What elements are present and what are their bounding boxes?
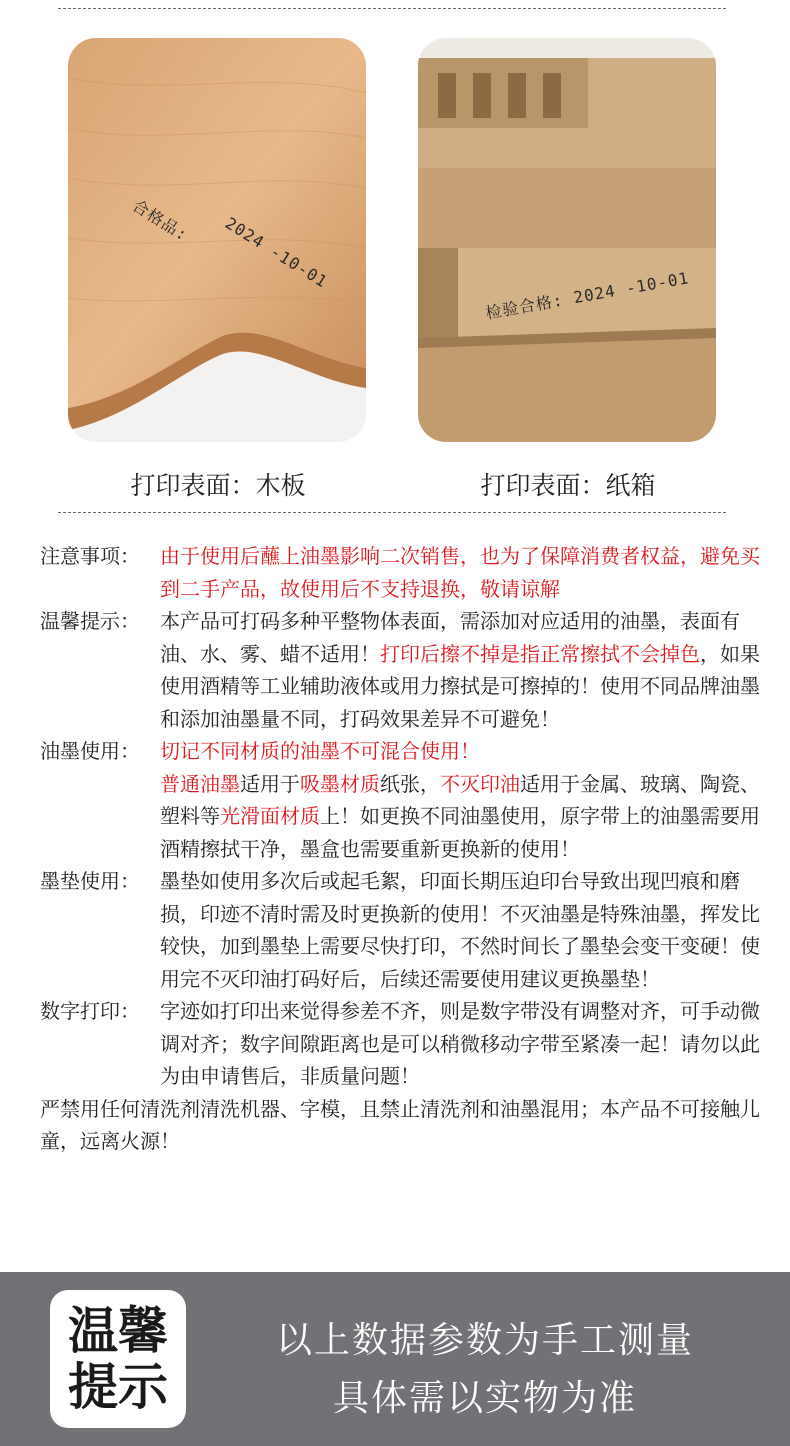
- note-ink-red-b: 吸墨材质: [300, 771, 380, 796]
- note-attention: [40, 540, 760, 605]
- note-ink-body: [160, 735, 760, 865]
- note-pad: [40, 865, 760, 995]
- tips-badge-line1: 温馨: [68, 1302, 168, 1360]
- note-tips-text1: 本产品可打码多种平整物体表面，需添加对应适用的油墨，表面有油、水、雾、蜡不适用！: [160, 609, 740, 666]
- note-ink-red-d: 光滑面材质: [220, 804, 320, 828]
- carton-caption: 打印表面：纸箱: [480, 471, 656, 500]
- wood-caption: 打印表面：木板: [130, 471, 306, 500]
- footer-banner: [0, 1272, 790, 1446]
- note-tips-red1: 打印后擦不掉是指正常擦拭不会掉色: [380, 641, 700, 666]
- top-divider: [58, 8, 726, 9]
- note-attention-text: 由于使用后蘸上油墨影响二次销售，也为了保障消费者权益，避免买到二手产品，故使用后不支持退换，敬请谅解: [160, 544, 760, 601]
- note-final: 严禁用任何清洗剂清洗机器、字模，且禁止清洗剂和油墨混用；本产品不可接触儿童，远离火源！: [40, 1096, 760, 1153]
- wood-board-image: [68, 38, 366, 442]
- note-ink-text-a: 适用于: [240, 771, 300, 796]
- note-attention-label: 注意事项：: [40, 544, 140, 568]
- note-ink: [40, 735, 760, 865]
- note-pad-text: 墨垫如使用多次后或起毛絮，印面长期压迫印台导致出现凹痕和磨损，印迹不清时需及时更换新的使用！不灭油墨是特殊油墨，挥发比较快，加到墨垫上需要尽快打印，不然时间长了墨垫会变干变硬！使用完不灭印油打码好后，后续还需要使用建议更换墨垫！: [160, 869, 760, 991]
- footer-line1: 以上数据参数为手工测量: [275, 1320, 694, 1361]
- note-pad-label: 墨垫使用：: [40, 869, 140, 893]
- note-tips-body: [160, 605, 760, 735]
- note-digits-label: 数字打印：: [40, 999, 140, 1023]
- middle-divider: [58, 512, 726, 513]
- note-tips-label: 温馨提示：: [40, 609, 140, 633]
- note-ink-red-c: 不灭印油: [440, 771, 520, 796]
- note-tips: [40, 605, 760, 735]
- carton-image: [418, 38, 716, 442]
- wood-board-photo: [68, 38, 366, 442]
- tips-badge-line2: 提示: [68, 1358, 168, 1416]
- note-ink-label: 油墨使用：: [40, 739, 140, 763]
- wood-stamp-line2: 2024 -10-01: [221, 213, 332, 292]
- note-ink-red-a: 普通油墨: [160, 771, 240, 796]
- note-ink-text-d: 上！如更换不同油墨使用，原字带上的油墨需要用酒精擦拭干净，墨盒也需要重新更换新的使用！: [160, 804, 760, 861]
- note-tips-text2: ，如果使用酒精等工业辅助液体或用力擦拭是可擦掉的！使用不同品牌油墨和添加油墨量不同，打码效果差异不可避免！: [160, 641, 760, 731]
- wood-stamp-line1: 合格品:: [129, 195, 192, 245]
- tips-badge: [50, 1290, 186, 1428]
- notes-section: [40, 540, 760, 1158]
- carton-stamp: 检验合格: 2024 -10-01: [484, 268, 691, 323]
- note-ink-red-line: 切记不同材质的油墨不可混合使用！: [160, 739, 480, 763]
- carton-photo: [418, 38, 716, 442]
- note-digits-text: 字迹如打印出来觉得参差不齐，则是数字带没有调整对齐，可手动微调对齐；数字间隙距离也是可以稍微移动字带至紧凑一起！请勿以此为由申请售后，非质量问题！: [160, 999, 760, 1088]
- note-ink-text-b: 纸张，: [380, 771, 440, 796]
- note-ink-text-c: 适用于金属、玻璃、陶瓷、塑料等: [160, 771, 760, 828]
- note-digits: [40, 995, 760, 1093]
- footer-line2: 具体需以实物为准: [332, 1378, 637, 1419]
